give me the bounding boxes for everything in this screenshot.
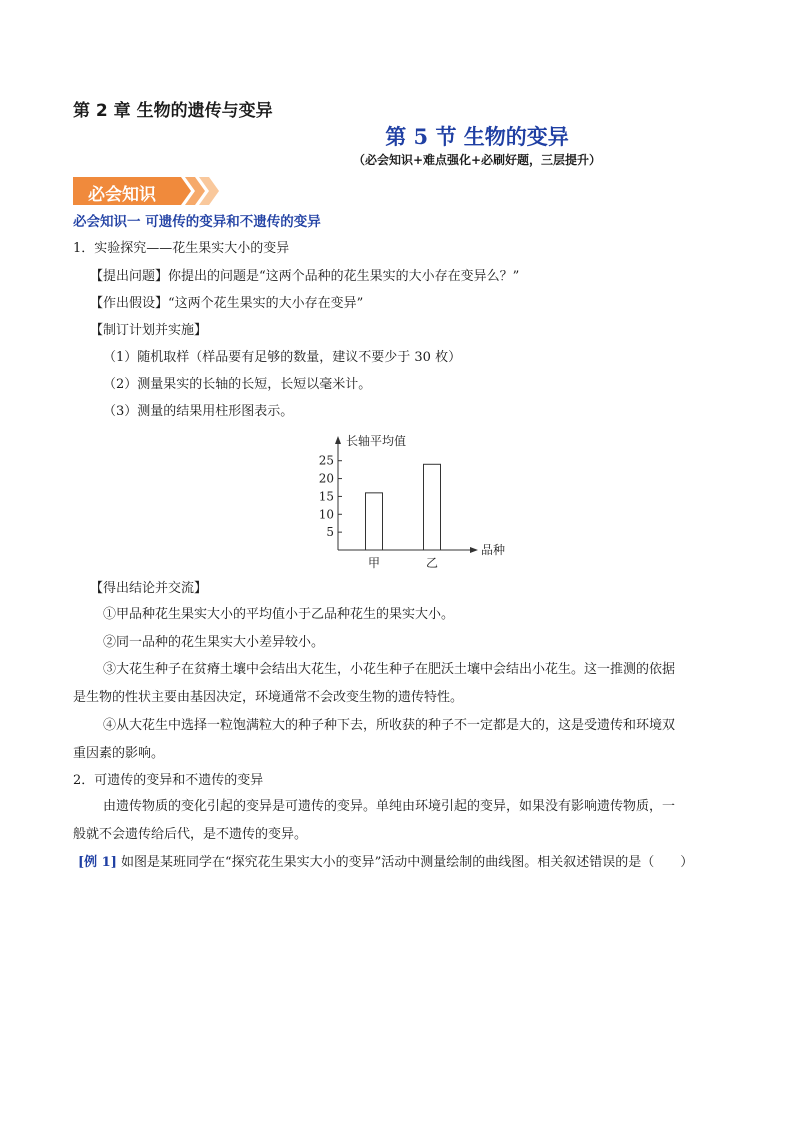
conclusion-title: 【得出结论并交流】	[90, 581, 208, 596]
y-tick-label: 25	[318, 453, 334, 468]
y-tick-label: 5	[326, 525, 334, 540]
bar-乙	[424, 464, 441, 550]
question-line: 【提出问题】你提出的问题是“这两个品种的花生果实的大小存在变异么？”	[90, 269, 520, 284]
y-axis-label: 长轴平均值	[346, 434, 407, 448]
x-axis-arrow	[470, 547, 478, 553]
category-label: 甲	[367, 556, 381, 570]
y-tick-label: 20	[318, 471, 334, 486]
item2-line2: 般就不会遗传给后代，是不遗传的变异。	[73, 827, 308, 842]
conclusion-3-line1: ③大花生种子在贫瘠土壤中会结出大花生，小花生种子在肥沃土壤中会结出小花生。这一推测的依据	[103, 662, 676, 677]
category-label: 乙	[425, 556, 439, 570]
y-axis-arrow	[335, 436, 341, 444]
conclusion-4-line1: ④从大花生中选择一粒饱满粒大的种子种下去，所收获的种子不一定都是大的，这是受遗传和环境双	[103, 718, 676, 733]
bar-chart	[318, 428, 528, 573]
y-tick-label: 10	[318, 507, 334, 522]
example-tag: [例 1]	[78, 855, 117, 870]
section-title-text: 第 5 节 生物的变异	[385, 124, 569, 149]
example-text: 如图是某班同学在“探究花生果实大小的变异”活动中测量绘制的曲线图。相关叙述错误的是（ ）	[121, 855, 694, 870]
item1-title: 1．实验探究——花生果实大小的变异	[73, 241, 290, 256]
badge-label: 必会知识	[88, 185, 156, 205]
step-2: （2）测量果实的长轴的长短，长短以毫米计。	[103, 377, 372, 392]
conclusion-4-line2: 重因素的影响。	[73, 746, 165, 761]
chapter-heading: 第 2 章 生物的遗传与变异	[73, 101, 273, 121]
item2-line1: 由遗传物质的变化引起的变异是可遗传的变异。单纯由环境引起的变异，如果没有影响遗传物质，一	[103, 799, 676, 814]
item2-title: 2．可遗传的变异和不遗传的变异	[73, 773, 264, 788]
bar-甲	[366, 493, 383, 550]
knowledge-heading: 必会知识一 可遗传的变异和不遗传的变异	[73, 214, 321, 230]
conclusion-1: ①甲品种花生果实大小的平均值小于乙品种花生的果实大小。	[103, 607, 455, 622]
subtitle-text: （必会知识+难点强化+必刷好题，三层提升）	[352, 153, 602, 167]
conclusion-3-line2: 是生物的性状主要由基因决定，环境通常不会改变生物的遗传特性。	[73, 690, 464, 705]
conclusion-2: ②同一品种的花生果实大小差异较小。	[103, 635, 325, 650]
step-3: （3）测量的结果用柱形图表示。	[103, 404, 294, 419]
hypothesis-line: 【作出假设】“这两个花生果实的大小存在变异”	[90, 296, 364, 311]
y-tick-label: 15	[318, 489, 334, 504]
plan-line: 【制订计划并实施】	[90, 323, 208, 338]
x-axis-label: 品种	[481, 543, 506, 557]
step-1: （1）随机取样（样品要有足够的数量，建议不要少于 30 枚）	[103, 350, 462, 365]
section-title	[0, 121, 794, 151]
subtitle	[0, 151, 794, 168]
example-line	[78, 853, 693, 872]
